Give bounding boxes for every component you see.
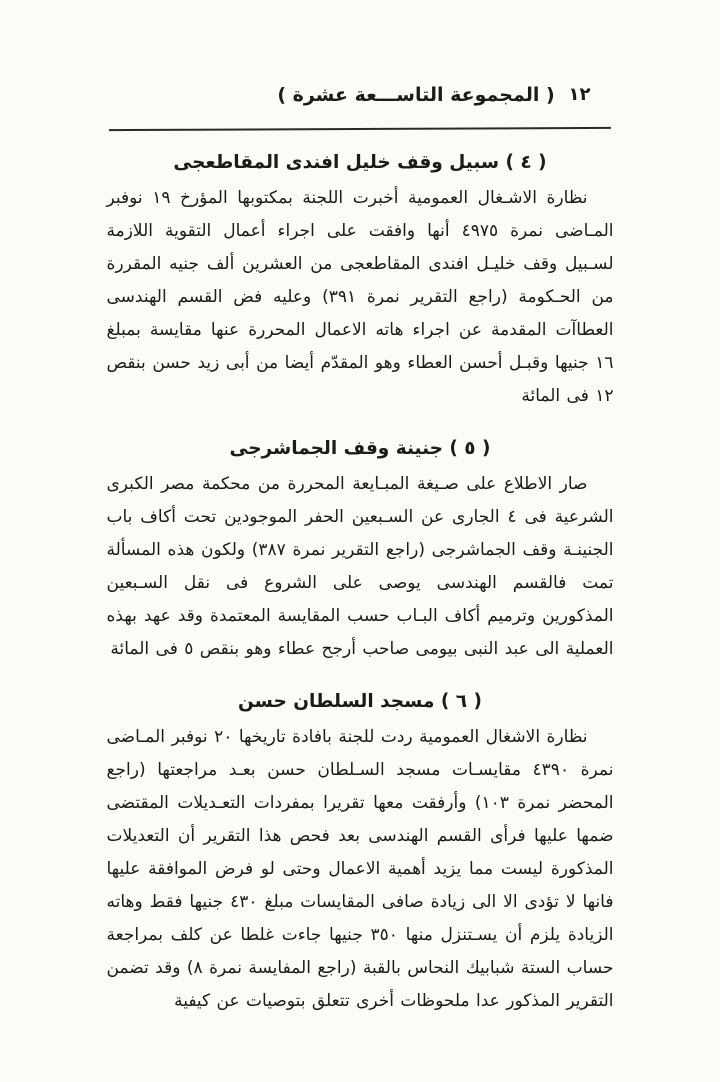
section-6-heading: ( ٦ ) مسجد السلطان حسن [238, 691, 482, 712]
page-number: ١٢ [568, 84, 591, 105]
page-header [108, 0, 613, 118]
section-4-heading: ( ٤ ) سبيل وقف خليل افندى المقاطعجى [173, 152, 547, 173]
collection-title: ( المجموعة التاســـعة عشرة ) [277, 84, 555, 106]
header-divider [109, 127, 611, 131]
section-6-sultan-hassan-mosque [107, 691, 614, 1018]
section-5-garden-waqf [107, 438, 614, 666]
section-6-body: نظارة الاشغال العمومية ردت للجنة بافادة تاريخها ٢٠ نوفبر المـاضى نمرة ٤٣٩٠ مقايسـات مسجد السـلطان حسن بعـد مراجعتها (راجع المحضر نمرة ١٠٣) وأرفقت معها تقريرا بمفردات التعـديلات المقتضى ضمها عليها فرأى القسم الهندسى بعد فحص هذا التقرير أن التعديلات المذكورة ليست مما يزيد أهمية الاعمال وحتى لو فرض الموافقة عليها فانها لا تؤدى الا الى زيادة صافى المقايسات مبلغ ٤٣٠ جنيها فقط وهاته الزيادة يلزم أن يسـتنزل منها ٣٥٠ جنيها جاءت غلطا عن كلف بمراجعة حساب الستة شبابيك النحاس بالقبة (راجع المفايسة نمرة ٨) وقد تضمن التقرير المذكور عدا ملحوظات أخرى تتعلق بتوصيات عن كيفية [106, 727, 614, 1011]
page-content [107, 152, 614, 1018]
section-5-heading: ( ٥ ) جنينة وقف الجماشرجى [229, 438, 491, 459]
section-4-body: نظارة الاشـغال العمومية أخبرت اللجنة بمكتوبها المؤرخ ١٩ نوفبر المـاضى نمرة ٤٩٧٥ أنها وافقت على اجراء أعمال التقوية اللازمة لسـبيل وقف خليـل افندى المقاطعجى من العشرين ألف جنيه المقررة من الحـكومة (راجع التقرير نمرة ٣٩١) وعليه فض القسم الهندسى العطاآت المقدمة عن اجراء هاته الاعمال المحررة عنها مقايسة بمبلغ ١٦ جنيها وقبـل أحسن العطاء وهو المقدّم أيضا من أبى زيد حسن بنقص ١٢ فى المائة [106, 188, 614, 406]
section-4-sabil-waqf [107, 152, 614, 413]
section-5-body: صار الاطلاع على صـيغة المبـايعة المحررة من محكمة مصر الكبرى الشرعية فى ٤ الجارى عن السـبعين الحفر الموجودين تحت أكاف باب الجنينـة وقف الجماشرجى (راجع التقرير نمرة ٣٨٧) ولكون هذه المسألة تمت فالقسم الهندسى يوصى على الشروع فى نقل السـبعين المذكورين وترميم أكاف البـاب حسب المقايسة المعتمدة وقد عهد بهذه العملية الى عبد النبى بيومى صاحب أرجح عطاء وهو بنقص ٥ فى المائة [106, 474, 614, 659]
